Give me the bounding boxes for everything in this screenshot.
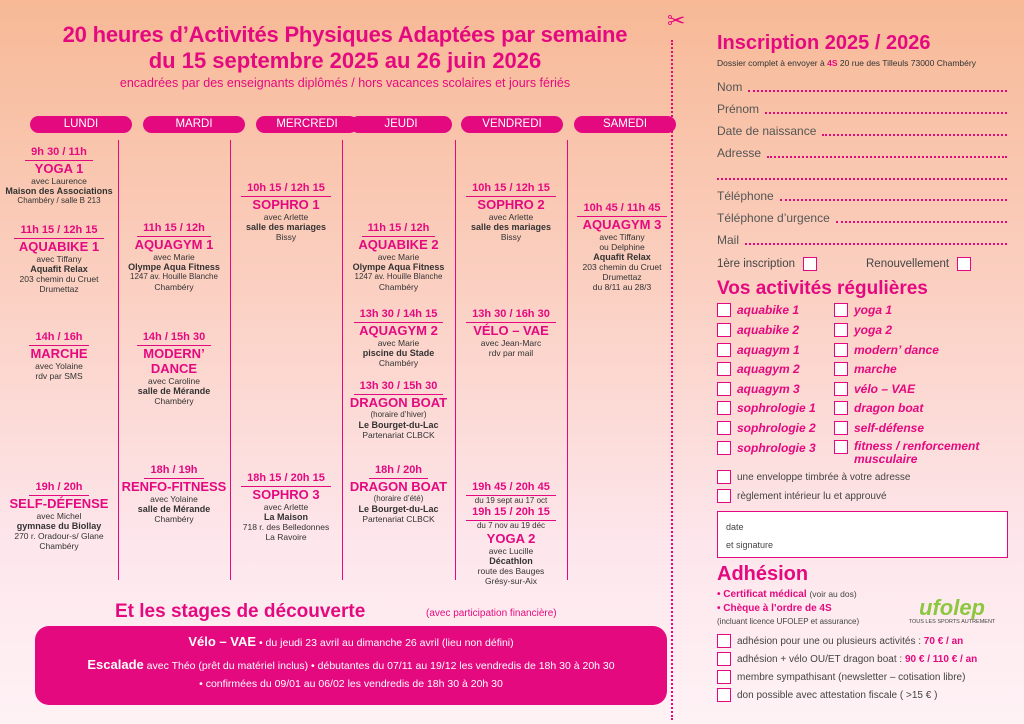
- stages-title: Et les stages de découverte: [115, 601, 366, 622]
- checkbox-marche[interactable]: marche: [834, 361, 897, 377]
- day-header-saturday: SAMEDI: [574, 116, 676, 133]
- activity-aquabike-1: 11h 15 / 12h 15 AQUABIKE 1 avec Tiffany Aquafit Relax 203 chemin du Cruet Drumettaz: [4, 224, 114, 294]
- column-divider: [118, 140, 119, 580]
- column-divider: [342, 140, 343, 580]
- stage-escalade: Escalade avec Théo (prêt du matériel inclus) • débutantes du 07/11 au 19/12 les vendredis de 18h 30 à 20h 30: [87, 657, 615, 672]
- day-header-tuesday: MARDI: [143, 116, 245, 133]
- column-divider: [455, 140, 456, 580]
- activity-modern-dance: 14h / 15h 30 MODERN’ DANCE avec Caroline salle de Mérande Chambéry: [137, 331, 211, 406]
- activity-yoga-1: 9h 30 / 11h YOGA 1 avec Laurence Maison des Associations Chambéry / salle B 213: [5, 146, 113, 205]
- activity-marche: 14h / 16h MARCHE avec Yolaine rdv par SMS: [30, 331, 88, 381]
- phone-field[interactable]: Téléphone: [717, 189, 1007, 204]
- name-field[interactable]: Nom: [717, 80, 1007, 95]
- column-divider: [567, 140, 568, 580]
- checkbox-aquabike-1[interactable]: aquabike 1: [717, 302, 799, 318]
- checkbox-aquagym-1[interactable]: aquagym 1: [717, 342, 800, 358]
- checkbox-yoga-1[interactable]: yoga 1: [834, 302, 892, 318]
- adhesion-option-3[interactable]: membre sympathisant (newsletter – cotisation libre): [717, 670, 965, 684]
- checkbox-sophrologie-3[interactable]: sophrologie 3: [717, 440, 816, 456]
- stages-note: (avec participation financière): [426, 608, 557, 619]
- day-header-friday: VENDREDI: [461, 116, 563, 133]
- checkbox-aquabike-2[interactable]: aquabike 2: [717, 322, 799, 338]
- checkbox-velo-vae[interactable]: vélo – VAE: [834, 381, 915, 397]
- cheque-line: • Chèque à l’ordre de 4S: [717, 603, 832, 614]
- page-subtitle: encadrées par des enseignants diplômés / hors vacances scolaires et jours fériés: [119, 76, 571, 90]
- activity-aquagym-2: 13h 30 / 14h 15 AQUAGYM 2 avec Marie piscine du Stade Chambéry: [345, 308, 452, 368]
- envelope-checkbox[interactable]: une enveloppe timbrée à votre adresse: [717, 470, 910, 484]
- activity-renfo-fitness: 18h / 19h RENFO-FITNESS avec Yolaine salle de Mérande Chambéry: [121, 464, 227, 524]
- day-header-thursday: JEUDI: [350, 116, 452, 133]
- stage-escalade-confirmed: • confirmées du 09/01 au 06/02 les vendredis de 18h 30 à 20h 30: [199, 678, 503, 690]
- adhesion-title: Adhésion: [717, 563, 809, 585]
- day-header-monday: LUNDI: [30, 116, 132, 133]
- activity-aquagym-3: 10h 45 / 11h 45 AQUAGYM 3 avec Tiffany ou Delphine Aquafit Relax 203 chemin du Cruet Drumettaz du 8/11 au 28/3: [570, 202, 674, 292]
- adhesion-option-1[interactable]: adhésion pour une ou plusieurs activités : 70 € / an: [717, 634, 963, 648]
- activity-aquabike-2: 11h 15 / 12h AQUABIKE 2 avec Marie Olympe Aqua Fitness 1247 av. Houille Blanche Chambéry: [352, 222, 445, 292]
- checkbox-sophrologie-2[interactable]: sophrologie 2: [717, 420, 816, 436]
- checkbox-dragon-boat[interactable]: dragon boat: [834, 400, 923, 416]
- page-title: 20 heures d’Activités Physiques Adaptées par semaine: [62, 22, 628, 47]
- activities-title: Vos activités régulières: [717, 278, 928, 299]
- scissors-icon: ✂: [667, 8, 686, 33]
- checkbox-aquagym-2[interactable]: aquagym 2: [717, 361, 800, 377]
- renewal-checkbox[interactable]: Renouvellement: [866, 257, 977, 271]
- cheque-note: (incluant licence UFOLEP et assurance): [717, 617, 860, 626]
- checkbox-fitness[interactable]: fitness / renforcement musculaire: [834, 440, 1014, 470]
- certificat-line: • Certificat médical (voir au dos): [717, 589, 857, 600]
- stage-velo: Vélo – VAE • du jeudi 23 avril au dimanche 26 avril (lieu non défini): [188, 634, 514, 649]
- firstname-field[interactable]: Prénom: [717, 102, 1007, 117]
- checkbox-yoga-2[interactable]: yoga 2: [834, 322, 892, 338]
- address-field[interactable]: Adresse: [717, 146, 1007, 161]
- ufolep-logo: ufolep TOUS LES SPORTS AUTREMENT: [908, 595, 996, 625]
- activity-dragon-boat-winter: 13h 30 / 15h 30 DRAGON BOAT (horaire d’hiver) Le Bourget-du-Lac Partenariat CLBCK: [349, 380, 448, 440]
- activity-dragon-boat-summer: 18h / 20h DRAGON BOAT (horaire d’été) Le Bourget-du-Lac Partenariat CLBCK: [349, 464, 448, 524]
- page-dates: du 15 septembre 2025 au 26 juin 2026: [148, 48, 542, 73]
- adhesion-option-4[interactable]: don possible avec attestation fiscale ( >15 € ): [717, 688, 937, 702]
- form-send-address: Dossier complet à envoyer à 4S 20 rue des Tilleuls 73000 Chambéry: [717, 58, 976, 68]
- emergency-phone-field[interactable]: Téléphone d’urgence: [717, 211, 1007, 226]
- email-field[interactable]: Mail: [717, 233, 1007, 248]
- checkbox-aquagym-3[interactable]: aquagym 3: [717, 381, 800, 397]
- activity-self-defense: 19h / 20h SELF-DÉFENSE avec Michel gymnase du Biollay 270 r. Oradour-s/ Glane Chambéry: [9, 481, 109, 551]
- column-divider: [230, 140, 231, 580]
- activity-velo-vae: 13h 30 / 16h 30 VÉLO – VAE avec Jean-Marc rdv par mail: [458, 308, 564, 358]
- activity-yoga-2: 19h 45 / 20h 45 du 19 sept au 17 oct 19h 15 / 20h 15 du 7 nov au 19 déc YOGA 2 avec Lucille Décathlon route des Bauges Grésy-sur-Aix: [458, 481, 564, 586]
- checkbox-self-defense[interactable]: self-défense: [834, 420, 924, 436]
- checkbox-modern-dance[interactable]: modern’ dance: [834, 342, 939, 358]
- rules-checkbox[interactable]: règlement intérieur lu et approuvé: [717, 489, 887, 503]
- activity-sophro-3: 18h 15 / 20h 15 SOPHRO 3 avec Arlette La Maison 718 r. des Belledonnes La Ravoire: [242, 472, 330, 542]
- day-header-wednesday: MERCREDI: [256, 116, 358, 133]
- cut-line: [671, 40, 673, 720]
- checkbox-sophrologie-1[interactable]: sophrologie 1: [717, 400, 816, 416]
- activity-sophro-1: 10h 15 / 12h 15 SOPHRO 1 avec Arlette salle des mariages Bissy: [233, 182, 339, 242]
- birthdate-field[interactable]: Date de naissance: [717, 124, 1007, 139]
- adhesion-option-2[interactable]: adhésion + vélo OU/ET dragon boat : 90 € / 110 € / an: [717, 652, 977, 666]
- activity-aquagym-1: 11h 15 / 12h AQUAGYM 1 avec Marie Olympe Aqua Fitness 1247 av. Houille Blanche Chambéry: [128, 222, 220, 292]
- activity-sophro-2: 10h 15 / 12h 15 SOPHRO 2 avec Arlette salle des mariages Bissy: [458, 182, 564, 242]
- address-field-line2[interactable]: [717, 168, 1007, 183]
- form-title: Inscription 2025 / 2026: [717, 32, 931, 54]
- signature-box[interactable]: date et signature: [717, 511, 1008, 558]
- first-inscription-checkbox[interactable]: 1ère inscription: [717, 257, 823, 271]
- stages-box: [35, 626, 667, 705]
